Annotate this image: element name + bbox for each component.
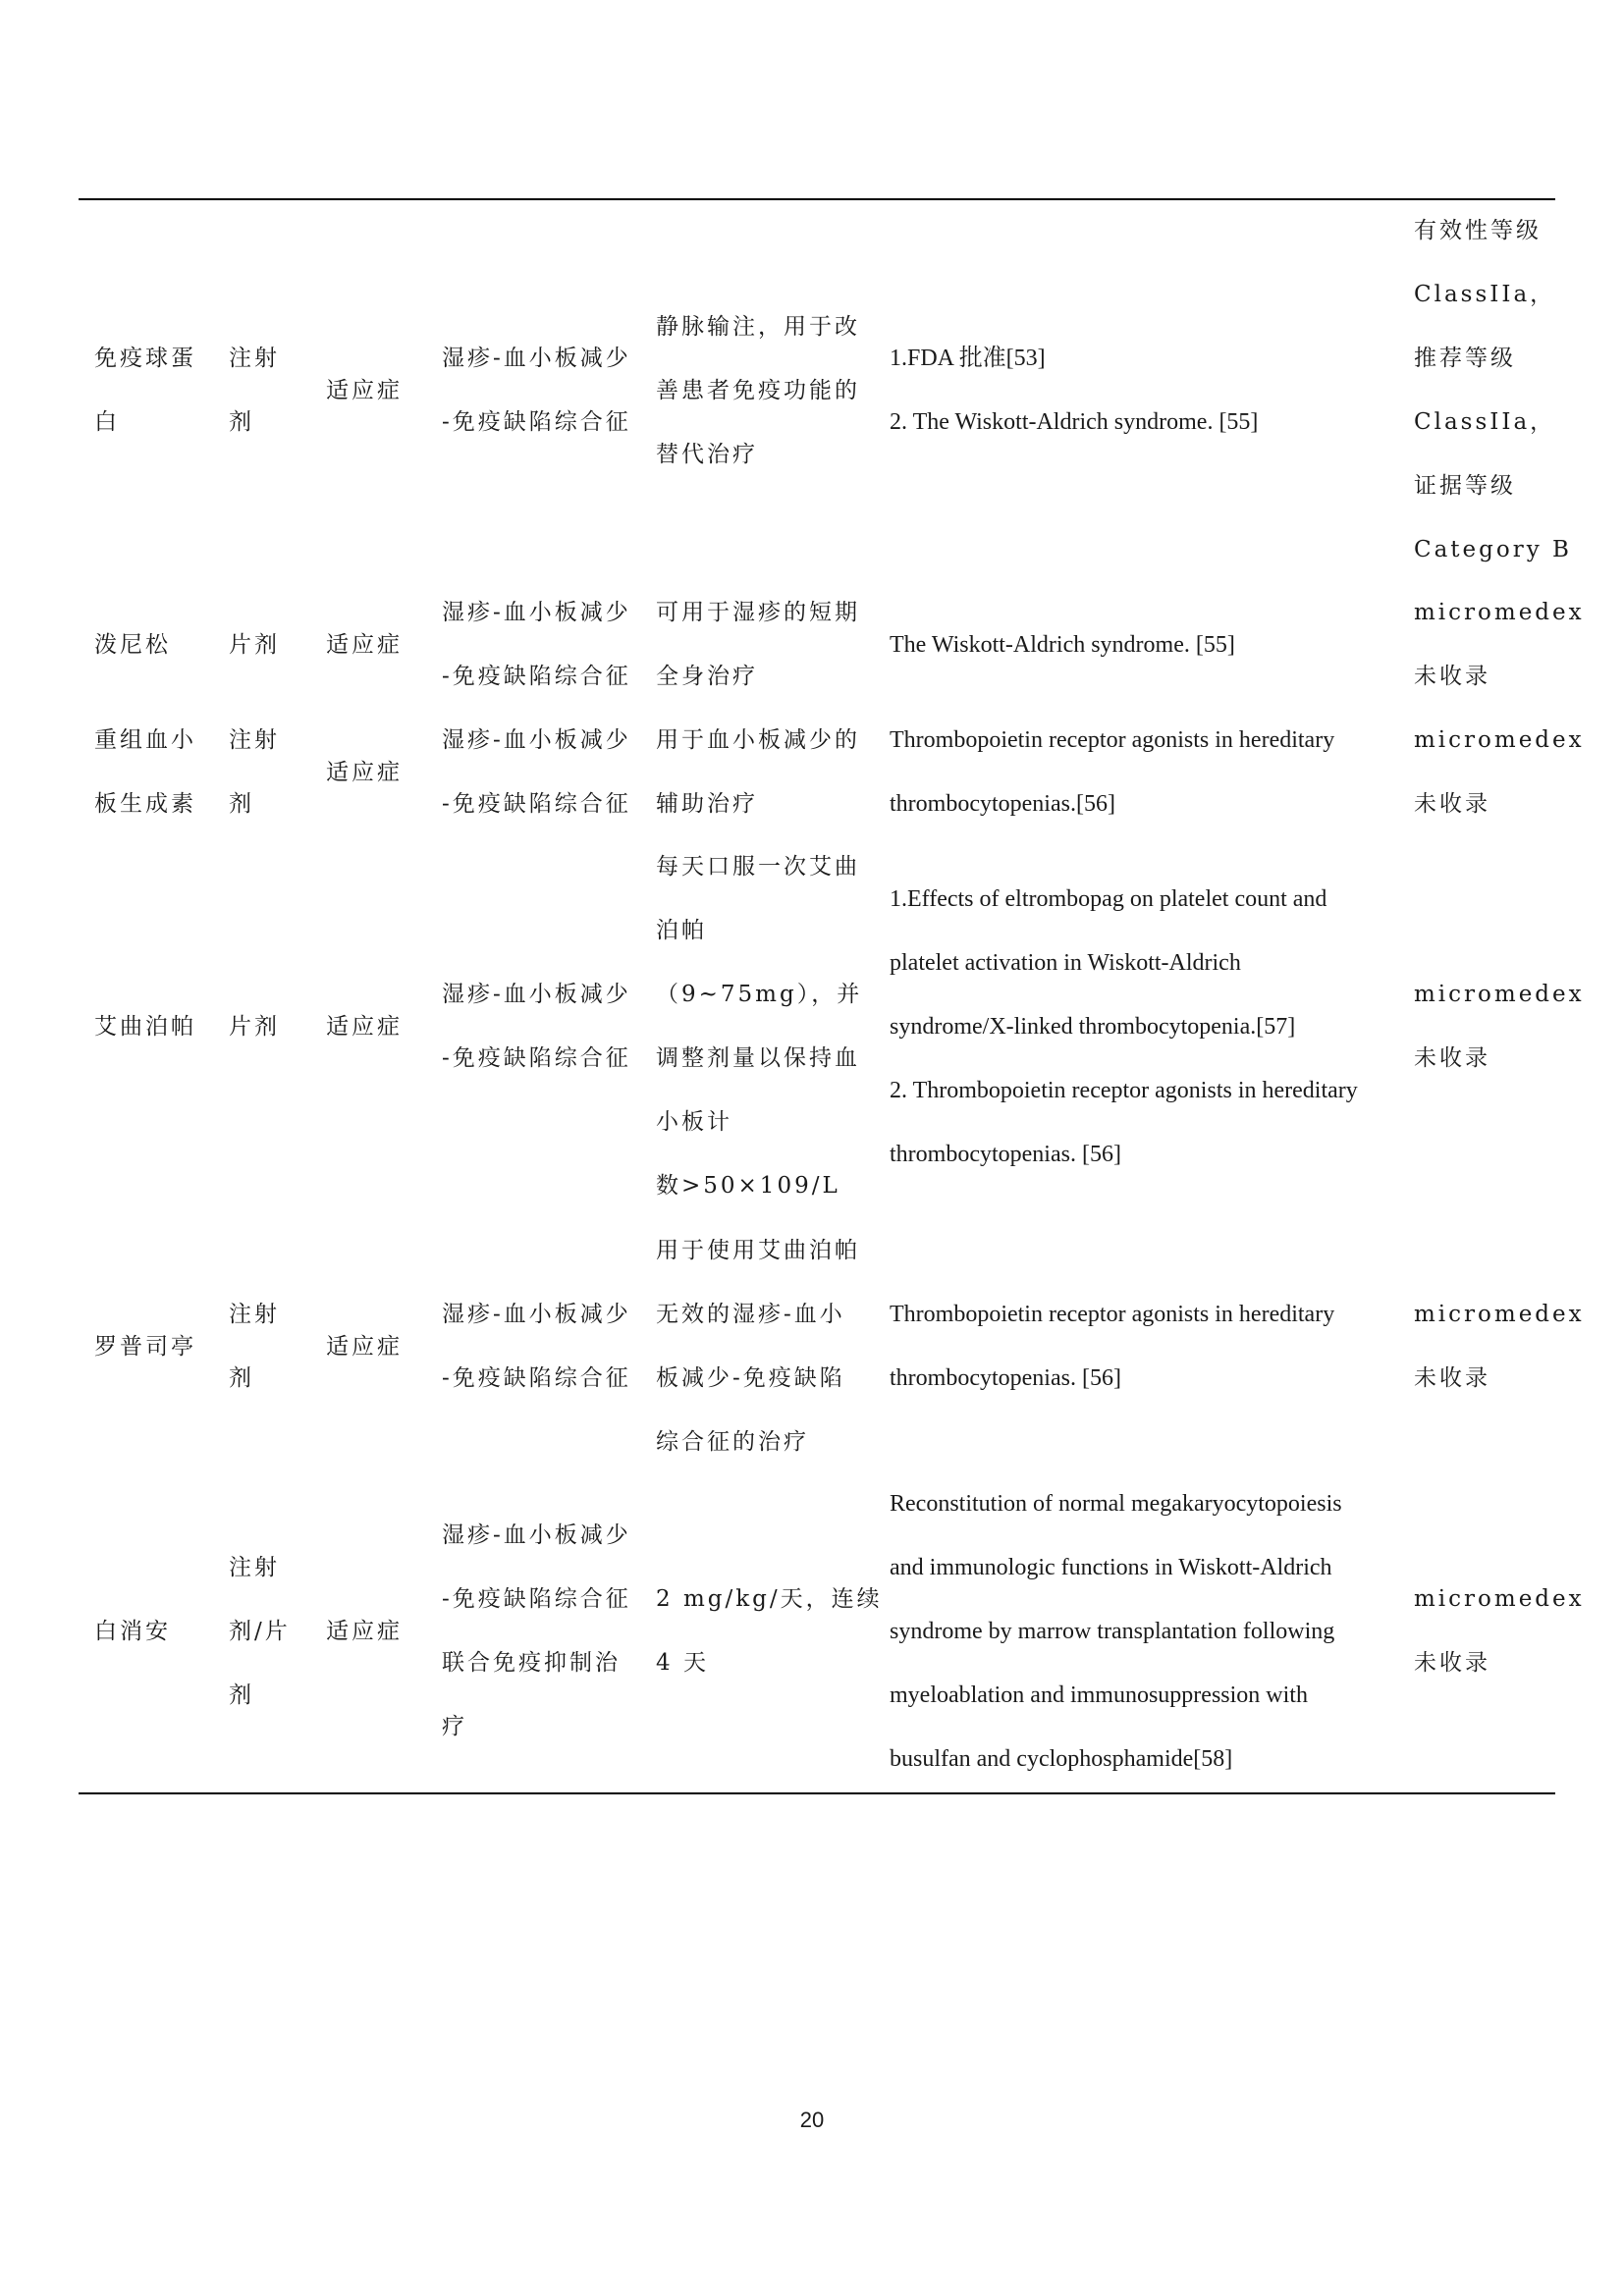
indication-cell-line: 湿疹-血小板减少 [442,1302,631,1327]
table-top-rule [79,198,1555,200]
indication-cell [442,963,631,1091]
evidence-cell-line: 未收录 [1414,1045,1490,1071]
reference-cell [890,327,1258,454]
use-type-cell [326,359,403,423]
dosage-form-cell [229,995,280,1059]
dosage-form-cell-line: 注射 [229,727,280,753]
use-type-cell [326,1315,403,1379]
drug-name-cell [94,1600,171,1664]
usage-cell-line: 辅助治疗 [656,791,758,817]
dosage-form-cell-line: 片剂 [229,631,280,658]
reference-cell-line: Reconstitution of normal megakaryocytopoiesis [890,1490,1342,1517]
indication-cell [442,709,631,836]
drug-name-cell-line: 重组血小 [94,727,196,753]
reference-cell-line: thrombocytopenias. [56] [890,1365,1121,1391]
indication-cell [442,581,631,709]
table-bottom-rule [79,1792,1555,1794]
usage-cell-line: 综合征的治疗 [656,1429,809,1455]
reference-cell [890,1283,1334,1411]
use-type-cell [326,1600,403,1664]
drug-name-cell [94,327,196,454]
dosage-form-cell [229,614,280,677]
evidence-cell-line: micromedex [1414,600,1585,625]
usage-cell-line: 2 mg/kg/天，连续 [656,1586,883,1612]
drug-name-cell-line: 白 [94,409,120,435]
evidence-cell-line: ClassIIa， [1414,409,1556,435]
indication-cell-line: 湿疹-血小板减少 [442,1522,631,1548]
indication-cell-line: 湿疹-血小板减少 [442,727,631,753]
drug-name-cell [94,614,171,677]
usage-cell [656,295,860,487]
dosage-form-cell [229,1283,280,1411]
usage-cell-line: 可用于湿疹的短期 [656,600,860,625]
evidence-cell [1414,1283,1585,1411]
indication-cell-line: 湿疹-血小板减少 [442,346,631,371]
evidence-cell [1414,963,1585,1091]
usage-cell-line: 静脉输注，用于改 [656,313,860,340]
use-type-cell-line: 适应症 [326,377,403,403]
dosage-form-cell-line: 注射 [229,1302,280,1327]
use-type-cell-line: 适应症 [326,1013,403,1040]
dosage-form-cell [229,1536,291,1728]
drug-name-cell-line: 泼尼松 [94,631,171,658]
reference-cell-line: The Wiskott-Aldrich syndrome. [55] [890,631,1235,658]
dosage-form-cell-line: 剂 [229,409,254,435]
usage-cell [656,581,860,709]
reference-cell-line: thrombocytopenias. [56] [890,1141,1121,1167]
indication-cell [442,1283,631,1411]
evidence-cell [1414,709,1585,836]
reference-cell-line: 1.FDA 批准[53] [890,346,1046,371]
indication-cell-line: -免疫缺陷综合征 [442,1365,631,1391]
evidence-cell-line: 未收录 [1414,664,1490,689]
dosage-form-cell-line: 片剂 [229,1013,280,1040]
evidence-cell-line: micromedex [1414,982,1585,1007]
drug-name-cell-line: 板生成素 [94,791,196,817]
indication-cell-line: 联合免疫抑制治 [442,1650,621,1676]
indication-cell-line: 疗 [442,1714,467,1739]
page-number: 20 [799,2108,825,2132]
evidence-cell [1414,199,1572,582]
dosage-form-cell-line: 剂 [229,1365,254,1391]
dosage-form-cell-line: 剂 [229,791,254,817]
usage-cell-line: 替代治疗 [656,441,758,467]
reference-cell-line: Thrombopoietin receptor agonists in hereditary [890,727,1335,753]
evidence-cell [1414,1568,1585,1695]
usage-cell-line: 用于使用艾曲泊帕 [656,1238,860,1263]
dosage-form-cell-line: 注射 [229,1554,280,1580]
evidence-cell-line: micromedex [1414,1586,1585,1612]
indication-cell-line: -免疫缺陷综合征 [442,664,631,689]
drug-name-cell [94,1315,196,1379]
usage-cell [656,1219,860,1474]
evidence-cell-line: ClassIIa， [1414,282,1556,307]
usage-cell-line: （9~75mg），并 [656,982,863,1007]
indication-cell [442,327,631,454]
drug-name-cell [94,709,196,836]
use-type-cell-line: 适应症 [326,631,403,658]
indication-cell-line: -免疫缺陷综合征 [442,1586,631,1612]
drug-name-cell [94,995,196,1059]
indication-cell-line: 湿疹-血小板减少 [442,982,631,1007]
evidence-cell-line: 未收录 [1414,1365,1490,1391]
reference-cell-line: busulfan and cyclophosphamide[58] [890,1745,1233,1772]
dosage-form-cell-line: 注射 [229,346,280,371]
indication-cell [442,1504,631,1759]
use-type-cell-line: 适应症 [326,1333,403,1360]
usage-cell-line: 调整剂量以保持血 [656,1045,860,1071]
indication-cell-line: -免疫缺陷综合征 [442,409,631,435]
usage-cell-line: 板减少-免疫缺陷 [656,1365,845,1391]
reference-cell-line: and immunologic functions in Wiskott-Aldrich [890,1554,1332,1580]
reference-cell-line: Thrombopoietin receptor agonists in hereditary [890,1302,1335,1327]
usage-cell-line: 数>50×109/L [656,1173,840,1199]
usage-cell-line: 泊帕 [656,918,707,943]
reference-cell [890,709,1334,836]
reference-cell-line: 2. The Wiskott-Aldrich syndrome. [55] [890,409,1259,435]
reference-cell-line: 2. Thrombopoietin receptor agonists in hereditary [890,1077,1358,1103]
usage-cell-line: 小板计 [656,1109,732,1135]
usage-cell-line: 无效的湿疹-血小 [656,1302,845,1327]
evidence-cell-line: 证据等级 [1414,473,1516,499]
drug-name-cell-line: 艾曲泊帕 [94,1013,196,1040]
reference-cell [890,1472,1342,1791]
reference-cell-line: thrombocytopenias.[56] [890,791,1115,817]
usage-cell-line: 善患者免疫功能的 [656,377,860,403]
use-type-cell [326,741,403,805]
usage-cell-line: 每天口服一次艾曲 [656,854,860,880]
indication-cell-line: -免疫缺陷综合征 [442,1045,631,1071]
reference-cell [890,868,1358,1187]
reference-cell-line: syndrome/X-linked thrombocytopenia.[57] [890,1013,1296,1040]
drug-name-cell-line: 罗普司亭 [94,1333,196,1360]
drug-name-cell-line: 免疫球蛋 [94,346,196,371]
dosage-form-cell-line: 剂/片 [229,1618,291,1644]
drug-name-cell-line: 白消安 [94,1618,171,1644]
evidence-cell-line: 未收录 [1414,791,1490,817]
evidence-cell-line: micromedex [1414,1302,1585,1327]
usage-cell-line: 用于血小板减少的 [656,727,860,753]
reference-cell-line: syndrome by marrow transplantation following [890,1618,1335,1644]
reference-cell-line: myeloablation and immunosuppression with [890,1682,1308,1708]
reference-cell [890,614,1235,677]
evidence-cell-line: 推荐等级 [1414,346,1516,371]
dosage-form-cell [229,709,280,836]
indication-cell-line: -免疫缺陷综合征 [442,791,631,817]
reference-cell-line: platelet activation in Wiskott-Aldrich [890,949,1241,976]
evidence-cell-line: 未收录 [1414,1650,1490,1676]
reference-cell-line: 1.Effects of eltrombopag on platelet count and [890,885,1327,912]
use-type-cell-line: 适应症 [326,1618,403,1644]
use-type-cell-line: 适应症 [326,759,403,785]
use-type-cell [326,614,403,677]
indication-cell-line: 湿疹-血小板减少 [442,600,631,625]
dosage-form-cell [229,327,280,454]
usage-cell-line: 4 天 [656,1650,709,1676]
use-type-cell [326,995,403,1059]
evidence-cell-line: Category B [1414,537,1572,562]
evidence-cell-line: 有效性等级 [1414,218,1542,243]
evidence-cell [1414,581,1585,709]
evidence-cell-line: micromedex [1414,727,1585,753]
usage-cell-line: 全身治疗 [656,664,758,689]
usage-cell [656,709,860,836]
usage-cell [656,835,862,1218]
usage-cell [656,1568,883,1695]
dosage-form-cell-line: 剂 [229,1682,254,1708]
